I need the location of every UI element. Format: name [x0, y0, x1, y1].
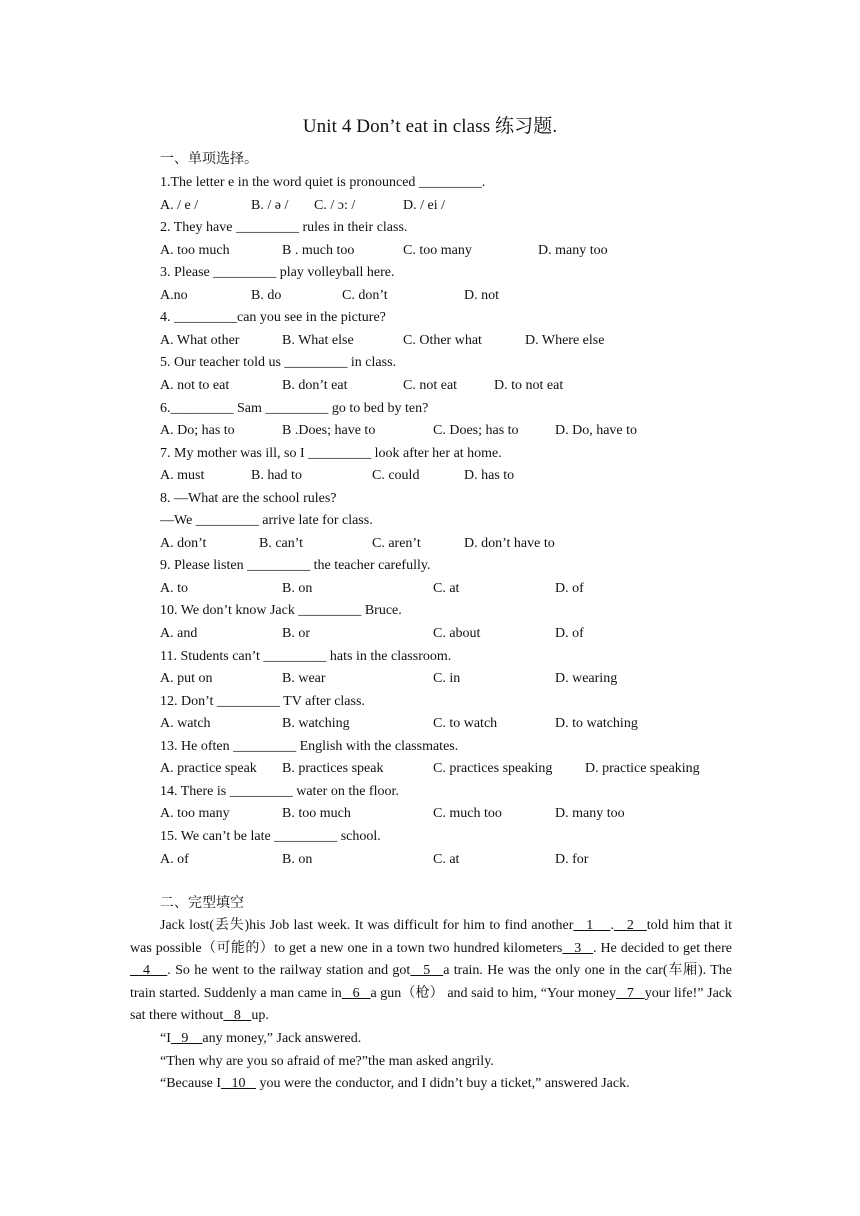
question-stem: 4. _________can you see in the picture?	[160, 310, 386, 326]
passage-text: up.	[251, 1008, 269, 1024]
option-d: D. many too	[555, 806, 625, 822]
passage-text: a train. He was the only one in the car(车厢). The train started. Suddenly a man came in	[130, 963, 733, 1001]
question-stem-reply: —We _________ arrive late for class.	[160, 513, 373, 529]
option-c: C. Does; has to	[433, 423, 519, 439]
question-stem: 13. He often _________ English with the classmates.	[160, 738, 459, 754]
question-stem: 8. —What are the school rules?	[160, 490, 337, 506]
option-a: A. Do; has to	[160, 423, 235, 439]
option-d: D. practice speaking	[585, 761, 700, 777]
blank-2: 2	[613, 918, 647, 933]
option-b: B. practices speak	[282, 761, 384, 777]
passage-text: .	[610, 918, 614, 933]
option-a: A. watch	[160, 716, 211, 732]
option-b: B .Does; have to	[282, 423, 376, 439]
option-c: C. in	[433, 671, 461, 687]
option-b: B. too much	[282, 806, 351, 822]
option-a: A.no	[160, 287, 188, 303]
blank-10: 10	[221, 1076, 257, 1092]
option-c: C. aren’t	[372, 535, 421, 551]
option-c: C. at	[433, 851, 460, 867]
option-c: C. too many	[403, 242, 472, 258]
question-stem: 2. They have _________ rules in their class.	[160, 220, 408, 236]
option-b: B. / ə /	[251, 197, 289, 213]
question-stem: 12. Don’t _________ TV after class.	[160, 693, 365, 709]
option-d: D. / ei /	[403, 197, 445, 213]
option-c: C. about	[433, 626, 481, 641]
question-stem: 5. Our teacher told us _________ in class.	[160, 355, 397, 371]
passage-text: your life!” Jack sat there without	[130, 985, 732, 1024]
passage-text: a gun（枪） and said to him, “Your money	[370, 985, 617, 1001]
option-d: D. to watching	[555, 716, 638, 732]
cloze-paragraph	[130, 915, 732, 1028]
option-c: C. don’t	[342, 287, 388, 303]
section-heading: 二、完型填空	[160, 896, 244, 911]
cloze-passage	[130, 915, 732, 1096]
passage-text: . He decided to get there	[593, 940, 733, 956]
option-d: D. has to	[464, 468, 515, 484]
option-a: A. practice speak	[160, 761, 257, 777]
option-d: D. Where else	[525, 332, 605, 348]
passage-text: . So he went to the railway station and got	[167, 963, 411, 979]
option-b: B. or	[282, 626, 310, 641]
option-c: C. at	[433, 580, 460, 596]
passage-text: any money,” Jack answered.	[202, 1030, 362, 1046]
option-b: B. on	[282, 851, 313, 867]
option-c: C. to watch	[433, 716, 498, 732]
option-d: D. of	[555, 626, 584, 641]
question-stem: 15. We can’t be late _________ school.	[160, 828, 381, 844]
section-heading: 一、单项选择。	[160, 152, 258, 167]
option-a: A. too much	[160, 242, 230, 258]
option-b: B . much too	[282, 242, 355, 258]
option-a: A. not to eat	[160, 377, 230, 393]
page-title: Unit 4 Don’t eat in class 练习题.	[302, 116, 558, 137]
cloze-paragraph: “Then why are you so afraid of me?”the man asked angrily.	[160, 1053, 494, 1069]
passage-text: “I	[160, 1030, 171, 1046]
question-stem: 6._________ Sam _________ go to bed by ten?	[160, 400, 429, 416]
question-stem: 14. There is _________ water on the floor.	[160, 783, 399, 799]
option-d: D. don’t have to	[464, 535, 555, 551]
question-stem: 3. Please _________ play volleyball here.	[160, 265, 395, 281]
option-c: C. much too	[433, 806, 502, 822]
option-d: D. many too	[538, 242, 608, 258]
option-a: A. and	[160, 626, 198, 641]
option-b: B. wear	[282, 671, 326, 687]
option-b: B. had to	[251, 468, 302, 484]
option-c: C. not eat	[403, 377, 458, 393]
question-stem: 9. Please listen _________ the teacher carefully.	[160, 558, 431, 574]
passage-text: Jack lost(丢失)his Job last week. It was difficult for him to find another	[160, 918, 574, 933]
option-a: A. too many	[160, 806, 230, 822]
option-b: B. watching	[282, 716, 350, 732]
option-a: A. What other	[160, 332, 240, 348]
option-c: C. practices speaking	[433, 761, 553, 777]
option-a: A. put on	[160, 671, 213, 687]
option-a: A. / e /	[160, 197, 199, 213]
blank-9: 9	[170, 1030, 203, 1046]
question-stem: 11. Students can’t _________ hats in the classroom.	[160, 648, 452, 664]
option-d: D. to not eat	[494, 377, 564, 393]
passage-text: “Because I	[160, 1076, 222, 1092]
option-b: B. can’t	[259, 535, 304, 551]
question-stem: 7. My mother was ill, so I _________ look after her at home.	[160, 445, 502, 461]
blank-4: 4	[130, 963, 168, 979]
blank-8: 8	[223, 1008, 252, 1024]
cloze-paragraph	[130, 1073, 732, 1096]
option-a: A. to	[160, 580, 188, 596]
option-a: A. of	[160, 851, 189, 867]
option-b: B. on	[282, 580, 313, 596]
option-d: D. wearing	[555, 671, 618, 687]
option-d: D. of	[555, 580, 584, 596]
passage-text: told him that it was possible（可能的）to get a new one in a town two hundred kilometers	[130, 918, 732, 956]
blank-5: 5	[410, 963, 444, 979]
blank-3: 3	[562, 940, 594, 956]
option-b: B. don’t eat	[282, 377, 348, 393]
blank-1: 1	[573, 918, 611, 933]
option-c: C. could	[372, 468, 420, 484]
option-b: B. do	[251, 287, 282, 303]
option-d: D. Do, have to	[555, 423, 638, 439]
option-a: A. must	[160, 468, 205, 484]
blank-7: 7	[616, 985, 645, 1001]
option-d: D. not	[464, 287, 499, 303]
option-d: D. for	[555, 851, 589, 867]
option-c: C. Other what	[403, 332, 482, 348]
blank-6: 6	[341, 985, 371, 1001]
question-stem: 1.The letter e in the word quiet is pronounced _________.	[160, 175, 486, 190]
option-c: C. / ɔ: /	[314, 197, 356, 213]
question-stem: 10. We don’t know Jack _________ Bruce.	[160, 603, 402, 619]
option-a: A. don’t	[160, 535, 207, 551]
option-b: B. What else	[282, 332, 354, 348]
passage-text: you were the conductor, and I didn’t buy a ticket,” answered Jack.	[256, 1076, 630, 1092]
cloze-paragraph	[130, 1028, 732, 1051]
